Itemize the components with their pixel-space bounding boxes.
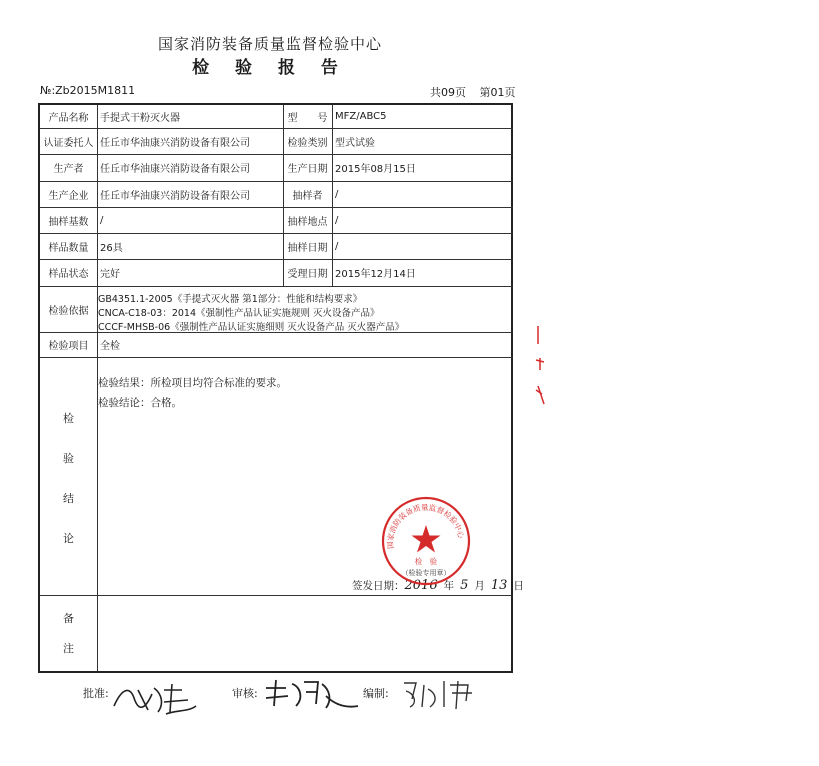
sign-month: 5: [460, 578, 469, 593]
conclusion-label-char: 检: [63, 412, 74, 425]
remarks-label-char: 注: [63, 642, 74, 655]
value-sample-status: 完好: [100, 269, 120, 280]
value-sampler: /: [335, 188, 339, 200]
approve-label: 批准:: [83, 687, 109, 700]
conclusion-body: [98, 373, 287, 413]
value-items: 全检: [100, 341, 120, 352]
year-unit: 年: [443, 580, 455, 592]
compiler-signature: [398, 677, 478, 711]
conclusion-label-char: 结: [63, 492, 74, 505]
review-label: 审核:: [232, 687, 258, 700]
label-inspection-type: 检验类别: [287, 137, 328, 149]
value-sampling-place: /: [335, 214, 339, 226]
basis-line: CNCA-C18-03：2014《强制性产品认证实施规则 灭火设备产品》: [98, 308, 380, 319]
basis-line: CCCF-MHSB-06《强制性产品认证实施细则 灭火设备产品 灭火器产品》: [98, 322, 405, 333]
compile-label: 编制:: [363, 687, 389, 700]
label-sampling-date: 抽样日期: [287, 242, 328, 254]
label-sample-status: 样品状态: [48, 269, 89, 280]
reviewer-signature: [260, 676, 360, 712]
seal-ring-text: 国家消防装备质量监督检验中心: [385, 502, 466, 550]
value-received-date: 2015年12月14日: [335, 269, 416, 280]
label-model: 型 号: [287, 113, 328, 124]
month-unit: 月: [474, 580, 485, 592]
report-number: №:Zb2015M1811: [40, 84, 136, 97]
row-divider: [40, 595, 513, 596]
approver-signature: [108, 676, 200, 720]
value-producer: 任丘市华油康兴消防设备有限公司: [100, 164, 250, 175]
total-pages: 共09页: [430, 86, 466, 99]
institution-name: 国家消防装备质量监督检验中心: [157, 35, 382, 53]
label-manufacturer: 生产企业: [48, 190, 89, 202]
value-sample-quantity: 26具: [100, 242, 123, 254]
remarks-label-char: 备: [63, 612, 74, 625]
label-sampler: 抽样者: [292, 190, 323, 202]
seal-bottom-text: （检验专用章）: [401, 569, 451, 577]
sign-date-label: 签发日期：: [352, 580, 405, 592]
row-divider: [40, 286, 513, 287]
inspection-seal: [380, 495, 472, 587]
value-production-date: 2015年08月15日: [335, 164, 416, 175]
sign-year: 2016: [404, 578, 438, 593]
value-manufacturer: 任丘市华油康兴消防设备有限公司: [100, 190, 250, 202]
label-production-date: 生产日期: [287, 164, 328, 175]
conclusion-label-char: 论: [63, 532, 74, 545]
label-items: 检验项目: [48, 341, 89, 352]
value-product-name: 手提式干粉灭火器: [100, 113, 180, 124]
document-title: 检 验 报 告: [192, 58, 348, 78]
inspection-result: 检验结果：所检项目均符合标准的要求。: [98, 377, 287, 389]
label-received-date: 受理日期: [287, 269, 328, 280]
value-model: MFZ/ABC5: [335, 111, 387, 122]
label-producer: 生产者: [53, 164, 84, 175]
edge-stamp-marks: [534, 320, 550, 410]
day-unit: 日: [513, 580, 524, 592]
basis-line: GB4351.1-2005《手提式灭火器 第1部分：性能和结构要求》: [98, 294, 363, 305]
label-client: 认证委托人: [43, 137, 94, 149]
label-product-name: 产品名称: [48, 113, 89, 124]
conclusion-label-char: 验: [63, 452, 74, 465]
label-sample-quantity: 样品数量: [48, 242, 89, 254]
label-sampling-base: 抽样基数: [48, 216, 89, 228]
value-inspection-type: 型式试验: [335, 137, 375, 149]
value-sampling-date: /: [335, 240, 339, 252]
value-sampling-base: /: [100, 214, 104, 226]
report-table: [38, 103, 524, 673]
seal-star-icon: [412, 525, 441, 553]
sign-day: 13: [490, 578, 508, 593]
page-info: [430, 84, 516, 100]
label-basis: 检验依据: [48, 305, 89, 317]
inspection-verdict: 检验结论：合格。: [98, 397, 182, 409]
row-divider: [40, 357, 513, 358]
label-sampling-place: 抽样地点: [287, 216, 328, 228]
value-client: 任丘市华油康兴消防设备有限公司: [100, 137, 250, 149]
basis-list: [98, 293, 404, 335]
seal-center-text: 检 验: [414, 557, 438, 566]
page-number: 第01页: [479, 86, 516, 99]
